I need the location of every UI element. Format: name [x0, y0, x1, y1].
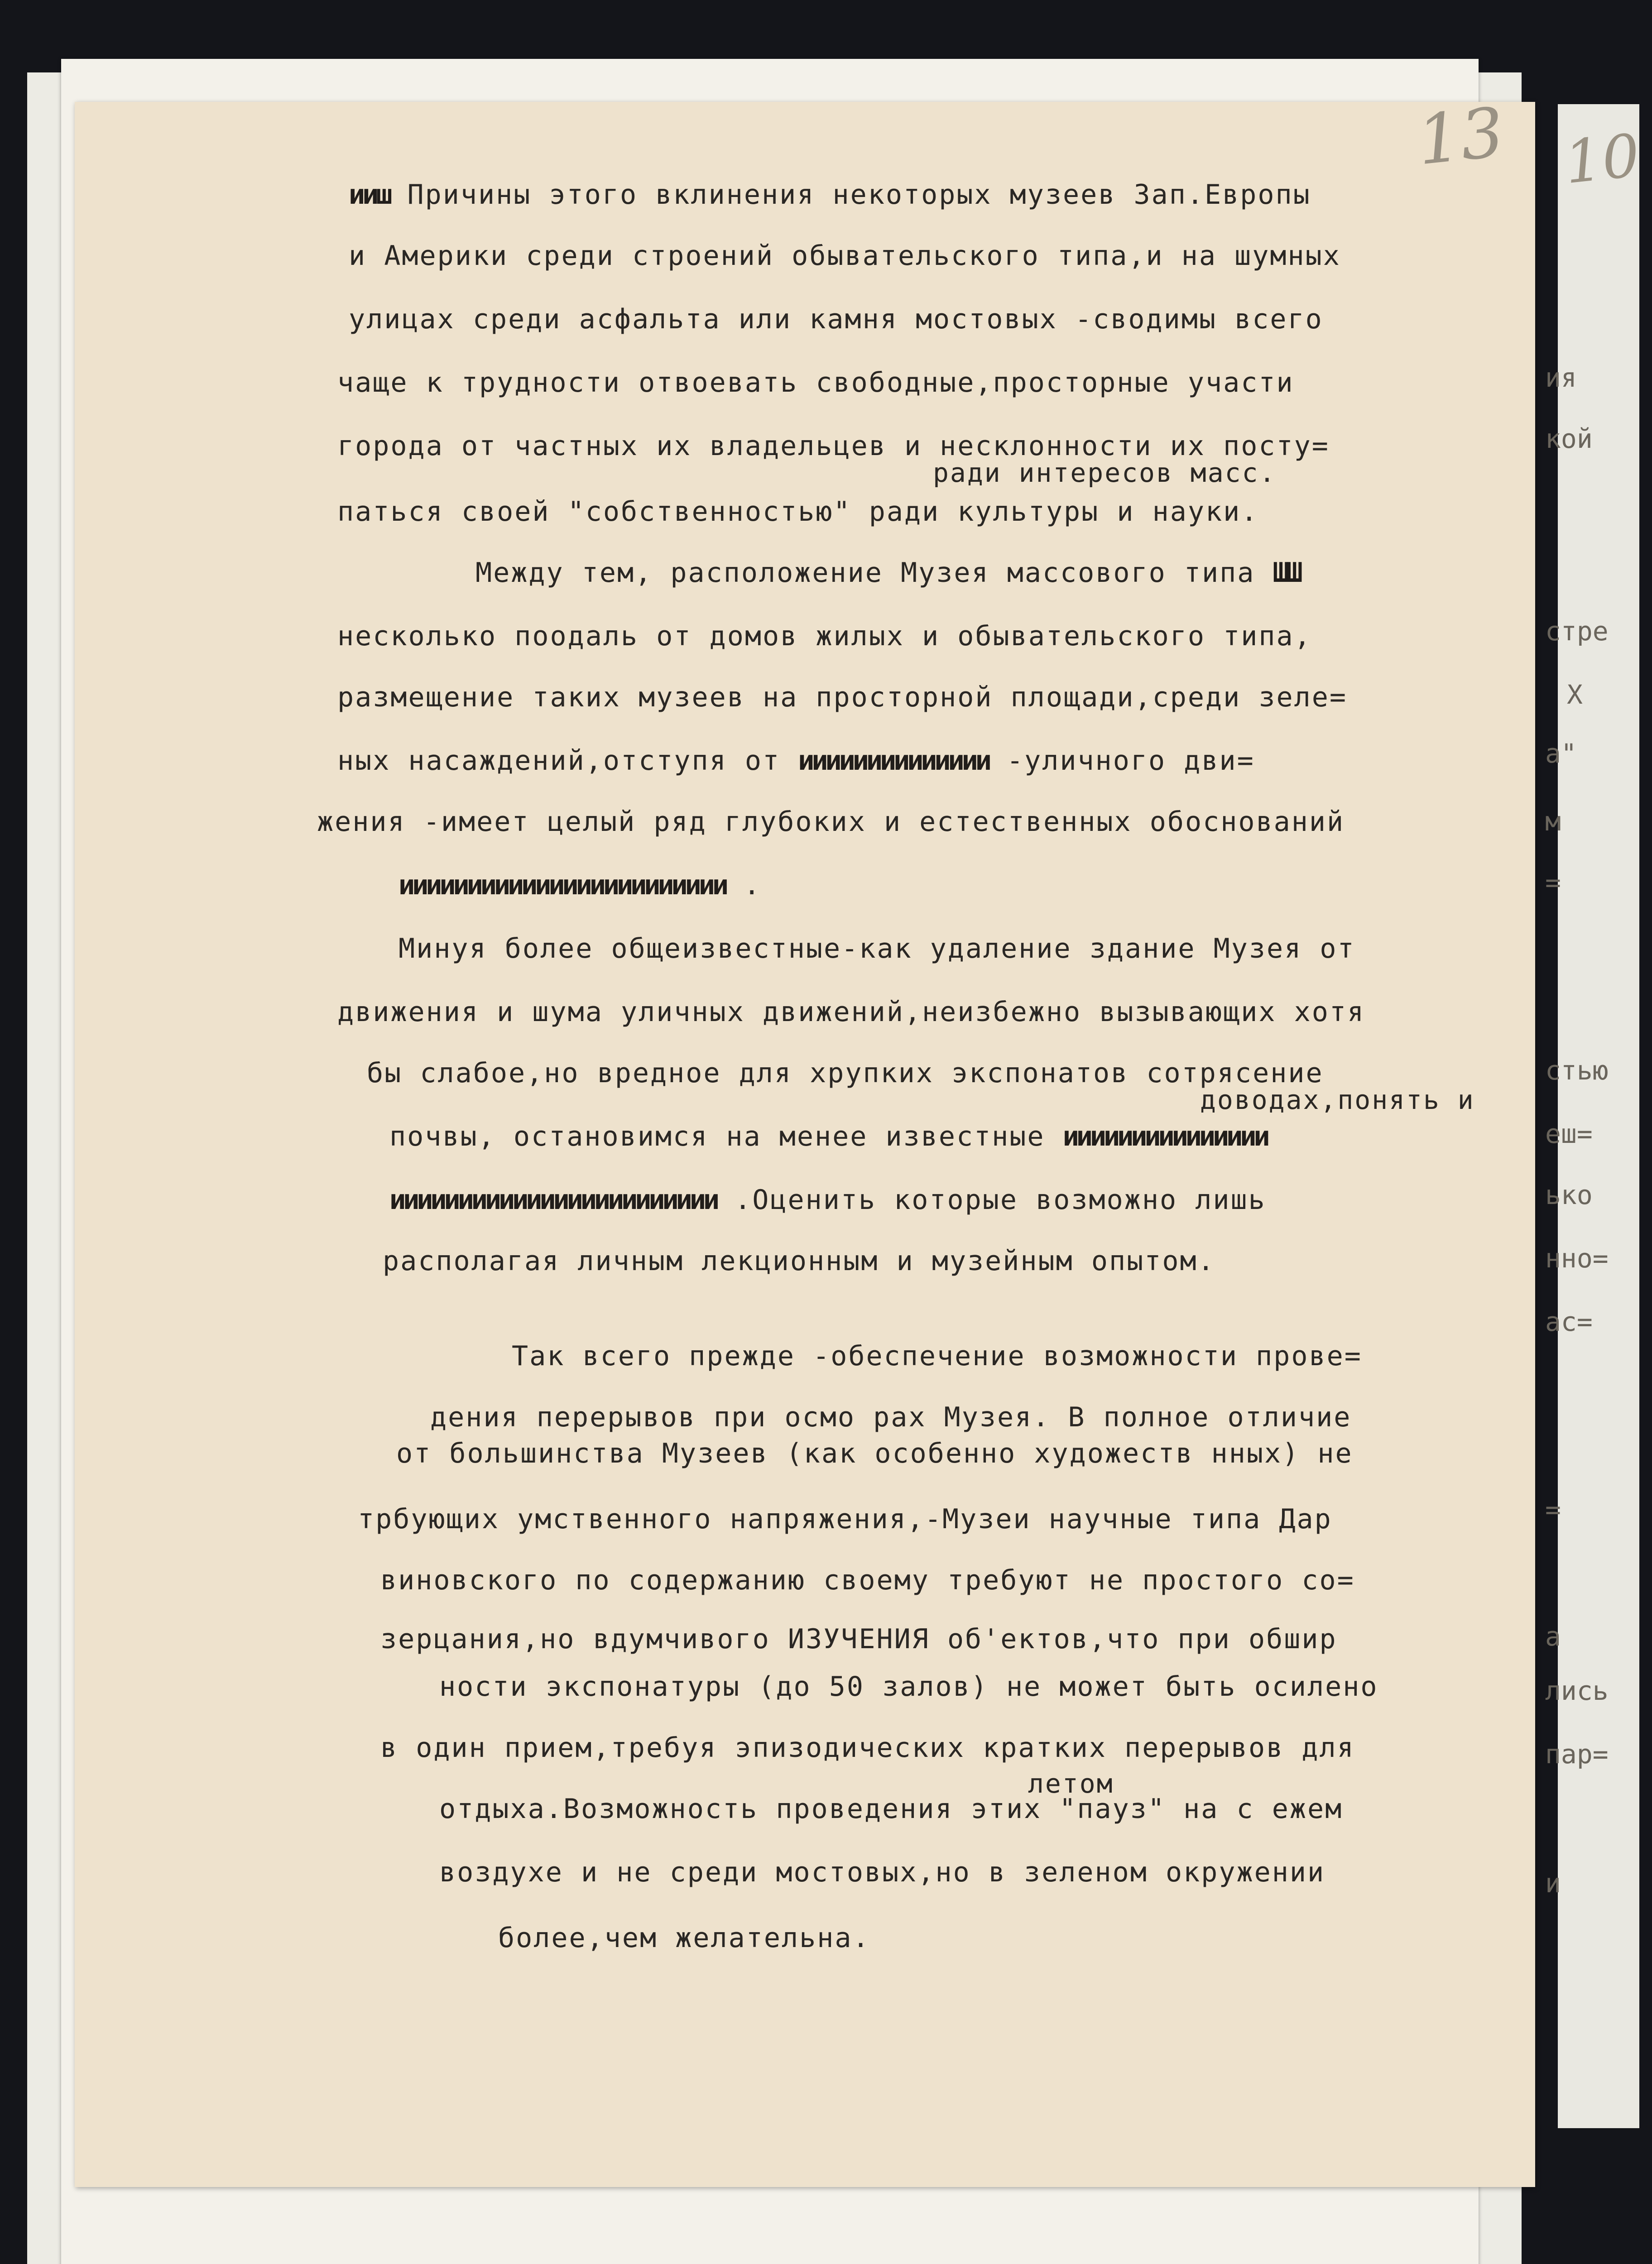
- text-segment: Причины этого вклинения некоторых музеев Зап.Европы: [407, 179, 1311, 211]
- text-line: чаще к трудности отвоевать свободные,просторные участи: [337, 367, 1294, 398]
- text-segment: Между тем, расположение Музея массового типа: [475, 557, 1255, 589]
- struck-out-text: ииииииииииииииииииииииии: [399, 869, 726, 901]
- interlinear-insert: ради интересов масс.: [933, 457, 1277, 488]
- interlinear-insert: доводах,понять и: [1200, 1084, 1475, 1115]
- text-segment: почвы, остановимся на менее известные: [389, 1121, 1045, 1152]
- text-segment: .: [744, 869, 762, 901]
- page-folio: 13: [1413, 93, 1508, 181]
- edge-fragment: а": [1545, 738, 1577, 769]
- text-line: от большинства Музеев (как особенно художеств нных) не: [396, 1438, 1353, 1469]
- text-line: жения -имеет целый ряд глубоких и естественных обоснований: [317, 806, 1345, 838]
- text-line: [389, 1121, 1268, 1152]
- edge-fragment: =: [1545, 1494, 1561, 1525]
- text-line: бы слабое,но вредное для хрупких экспонатов сотрясение: [367, 1057, 1324, 1089]
- edge-fragment: пар=: [1545, 1739, 1609, 1770]
- edge-fragment: лись: [1545, 1675, 1609, 1706]
- struck-out-text: ииш: [349, 179, 390, 211]
- text-line: несколько поодаль от домов жилых и обывательского типа,: [337, 620, 1312, 652]
- struck-out-text: ииииииииииииии: [798, 745, 989, 777]
- struck-out-text: ШШ: [1273, 557, 1300, 589]
- text-segment: ных насаждений,отступя от: [337, 745, 781, 777]
- text-segment: -уличного дви=: [1007, 745, 1255, 777]
- edge-fragment: ас=: [1545, 1306, 1593, 1337]
- edge-fragment: ько: [1545, 1180, 1593, 1210]
- text-line: [399, 869, 761, 901]
- text-line: зерцания,но вдумчивого ИЗУЧЕНИЯ об'ектов,что при обшир: [380, 1623, 1337, 1655]
- edge-fragment: м: [1545, 806, 1561, 837]
- interlinear-insert: летом: [1028, 1768, 1114, 1799]
- edge-fragment: а: [1545, 1621, 1561, 1652]
- edge-fragment: и: [1545, 1868, 1561, 1899]
- text-line: [389, 1184, 1266, 1216]
- edge-fragment: еш=: [1545, 1118, 1593, 1149]
- text-line: отдыха.Возможность проведения этих "пауз" на с ежем: [439, 1793, 1343, 1825]
- text-line: движения и шума уличных движений,неизбежно вызывающих хотя: [337, 996, 1365, 1028]
- text-line: располагая личным лекционным и музейным опытом.: [383, 1245, 1215, 1277]
- text-line: дения перерывов при осмо рах Музея. В полное отличие: [430, 1401, 1352, 1433]
- text-line: в один прием,требуя эпизодических кратких перерывов для: [380, 1732, 1355, 1764]
- text-line: [349, 179, 1311, 211]
- text-line: Минуя более общеизвестные-как удаление здание Музея от: [399, 933, 1355, 964]
- edge-fragment: Х: [1567, 679, 1583, 710]
- back-page-folio: 10: [1561, 120, 1643, 197]
- text-line: виновского по содержанию своему требуют не простого со=: [380, 1564, 1355, 1596]
- text-segment: .Оценить которые возможно лишь: [735, 1184, 1266, 1216]
- edge-fragment: стре: [1545, 616, 1609, 647]
- text-line: улицах среди асфальта или камня мостовых -сводимы всего: [349, 303, 1323, 335]
- edge-fragment: =: [1545, 867, 1561, 898]
- struck-out-text: ииииииииииииииииииииииии: [389, 1184, 717, 1216]
- text-line: и Америки среди строений обывательского типа,и на шумных: [349, 240, 1341, 272]
- edge-fragment: ия: [1545, 362, 1577, 393]
- struck-out-text: иииииииииииииии: [1062, 1121, 1268, 1152]
- text-line: паться своей "собственностью" ради культуры и науки.: [337, 496, 1259, 528]
- edge-fragment: стью: [1545, 1055, 1609, 1086]
- text-line: [337, 745, 1255, 777]
- text-line: [475, 557, 1300, 589]
- edge-fragment: нно=: [1545, 1243, 1609, 1274]
- text-line: воздухе и не среди мостовых,но в зеленом окружении: [439, 1856, 1325, 1888]
- text-line: ности экспонатуры (до 50 залов) не может быть осилено: [439, 1671, 1378, 1703]
- text-line: трбующих умственного напряжения,-Музеи научные типа Дар: [358, 1503, 1332, 1535]
- text-line: более,чем желательна.: [498, 1922, 870, 1954]
- text-line: города от частных их владельцев и несклонности их посту=: [337, 430, 1330, 462]
- underlying-sheet-right: [1558, 104, 1639, 2128]
- edge-fragment: кой: [1545, 423, 1593, 454]
- text-line: Так всего прежде -обеспечение возможности прове=: [512, 1340, 1362, 1372]
- text-line: размещение таких музеев на просторной площади,среди зеле=: [337, 681, 1348, 713]
